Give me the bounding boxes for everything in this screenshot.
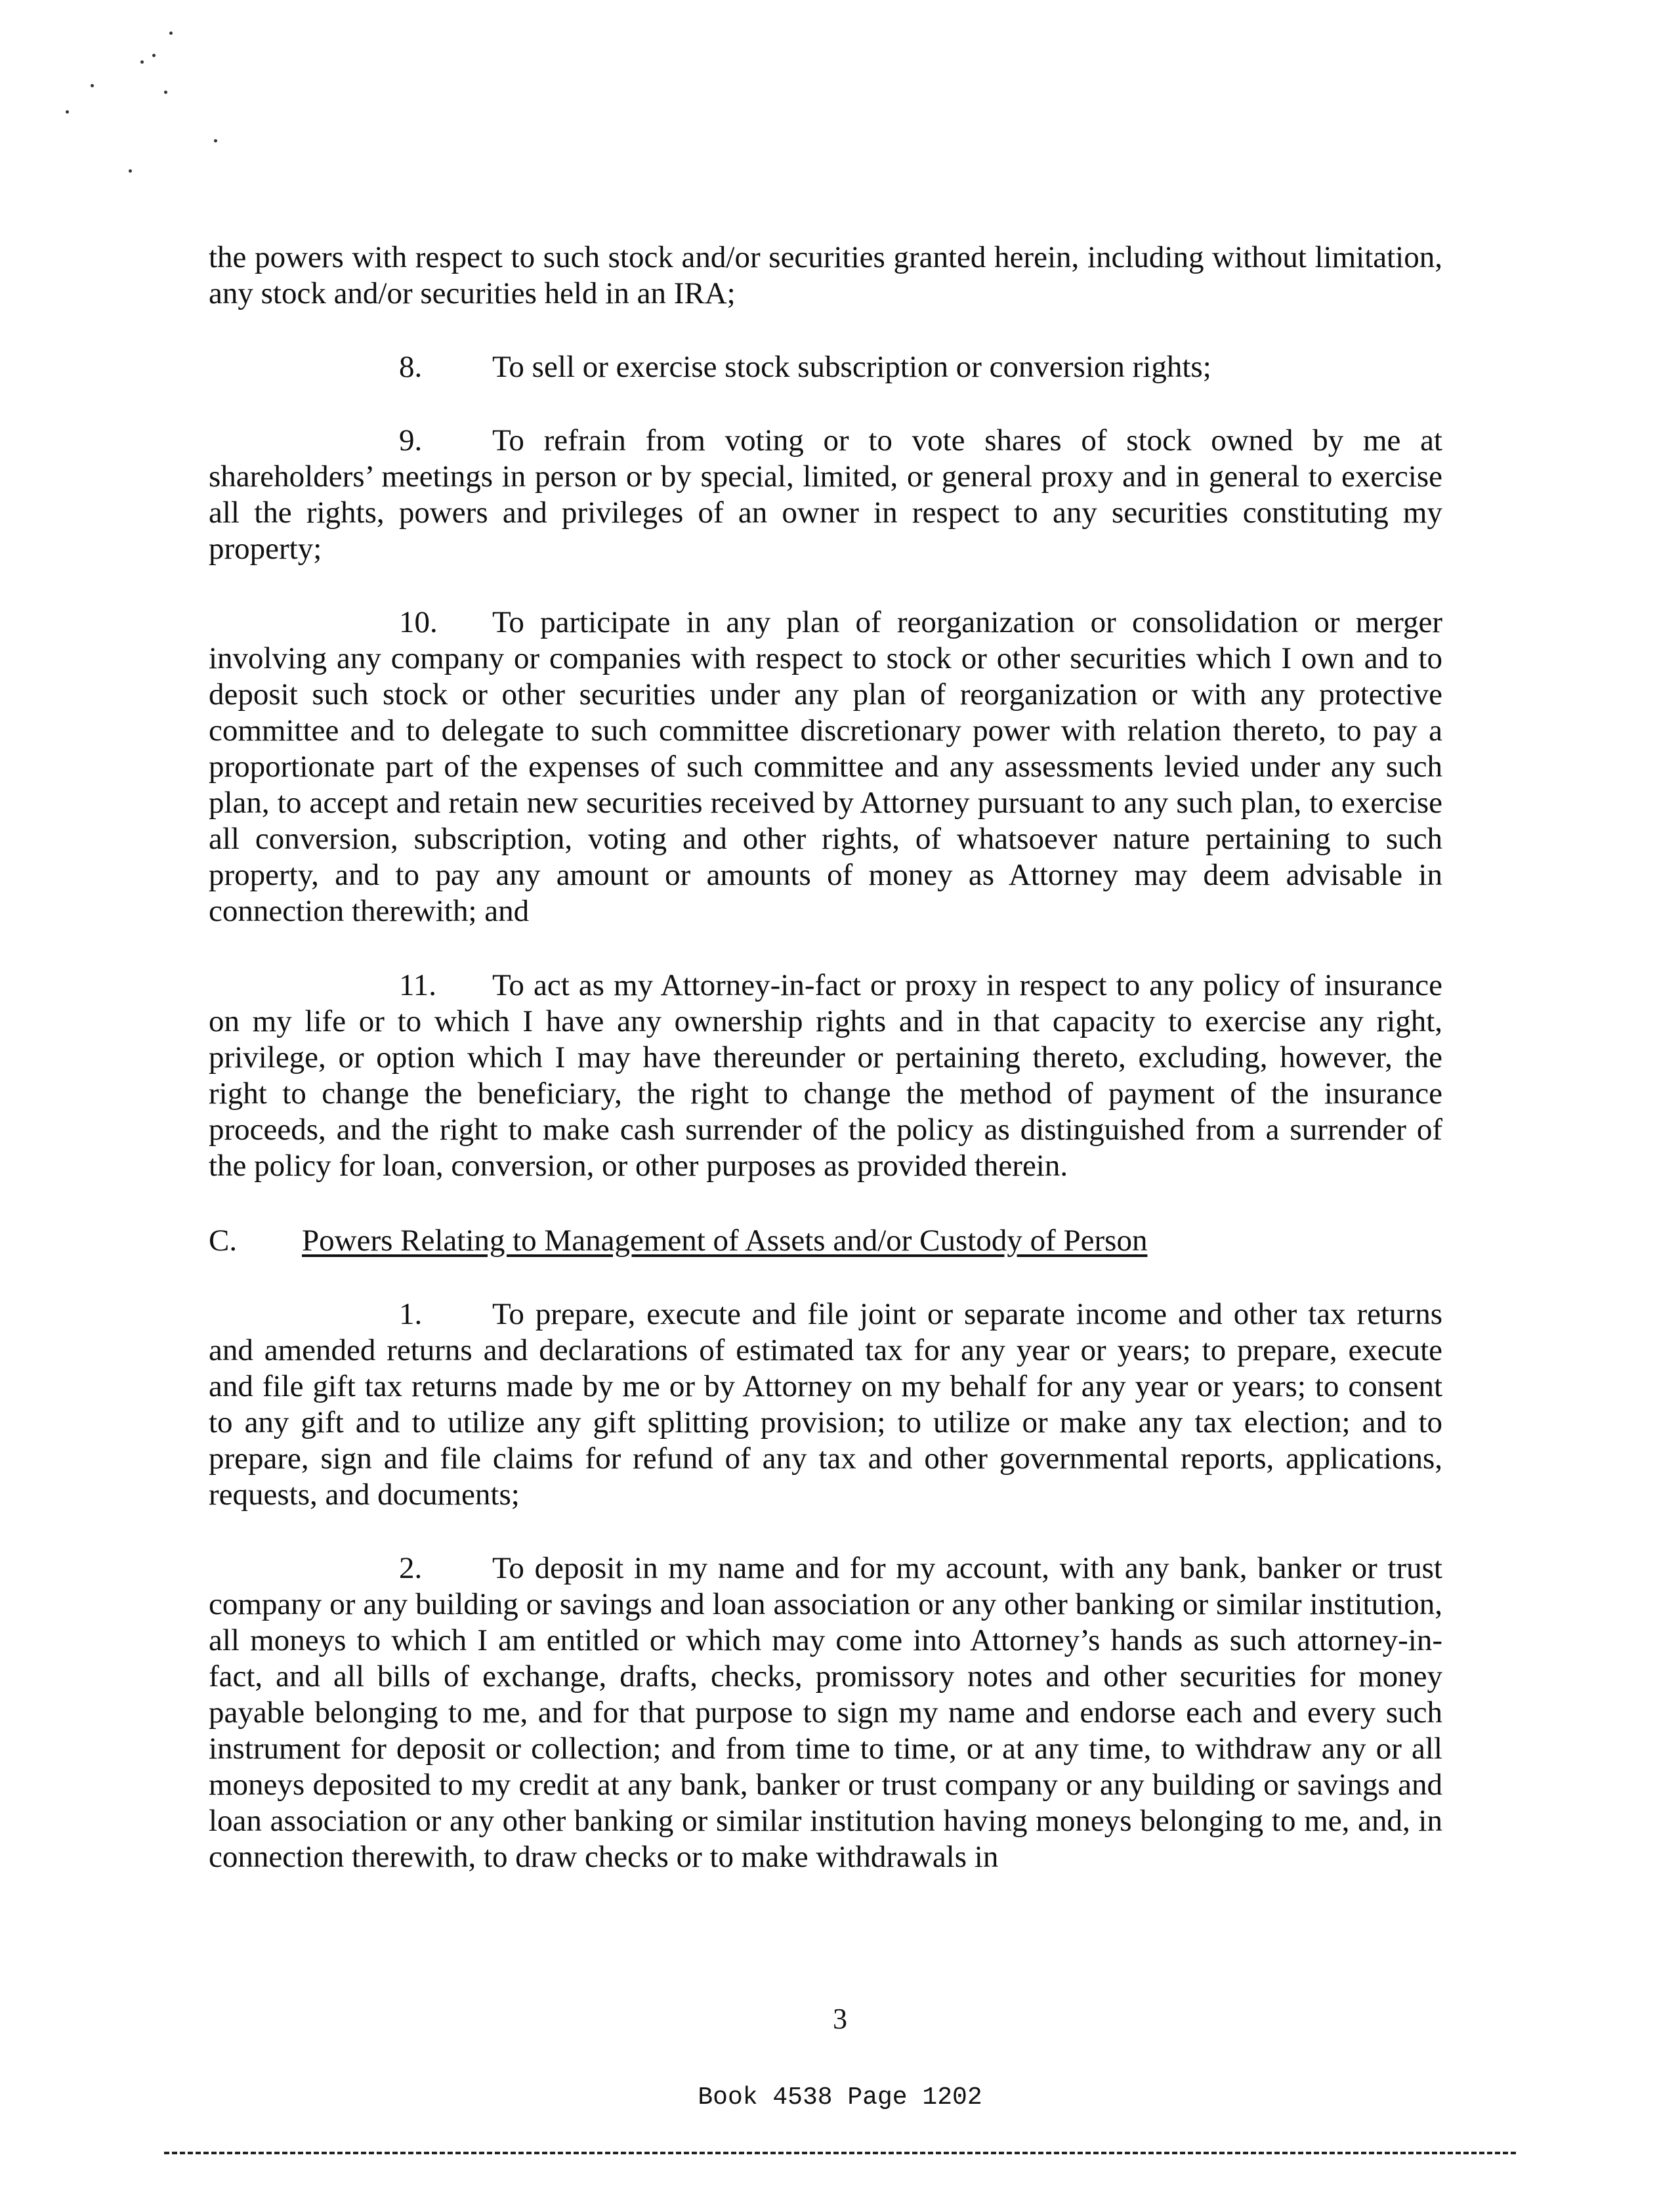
- item-text: To act as my Attorney-in-fact or proxy in respect to any policy of insurance on my life or to which I have any ownership rights and in that capacity to exercise any right, privilege, or option which I may have thereunder or pertaining thereto, excluding, however, the right to change the beneficiary, the right to change the method of payment of the insurance proceeds, and the right to make cash surrender of the policy as distinguished from a surrender of the policy for loan, conversion, or other purposes as provided therein.: [209, 968, 1442, 1183]
- item-number: 10.: [399, 605, 438, 639]
- scan-speck: [152, 54, 156, 57]
- intro-text: the powers with respect to such stock and/or securities granted herein, including without limitation, any stock and/or securities held in an IRA;: [209, 240, 1442, 310]
- section-heading: [209, 1223, 1147, 1259]
- item-text: To participate in any plan of reorganization or consolidation or merger involving any company or companies with respect to stock or other securities which I own and to deposit such stock or other securities under any plan of reorganization or with any protective committee and to delegate to such committee discretionary power with relation thereto, to pay a proportionate part of the expenses of such committee and any assessments levied under any such plan, to accept and retain new securities received by Attorney pursuant to any such plan, to exercise all conversion, subscription, voting and other rights, of whatsoever nature pertaining to such property, and to pay any amount or amounts of money as Attorney may deem advisable in connection therewith; and: [209, 605, 1442, 928]
- page-number: 3: [833, 2003, 847, 2035]
- scan-speck: [169, 32, 173, 35]
- item-c1: [209, 1296, 1442, 1513]
- scan-speck: [140, 60, 144, 64]
- book-page-reference: Book 4538 Page 1202: [698, 2083, 982, 2112]
- item-11: [209, 968, 1442, 1184]
- item-number: 9.: [399, 423, 423, 458]
- item-number: 8.: [399, 350, 423, 384]
- scan-speck: [129, 169, 132, 173]
- bottom-scan-line: [164, 2152, 1516, 2154]
- item-c2: [209, 1550, 1442, 1875]
- section-title: Powers Relating to Management of Assets and/or Custody of Person: [302, 1224, 1148, 1258]
- item-number: 2.: [399, 1551, 423, 1585]
- scan-speck: [164, 91, 167, 94]
- item-10: [209, 605, 1442, 929]
- item-text: To sell or exercise stock subscription or conversion rights;: [492, 350, 1211, 384]
- scan-speck: [91, 84, 94, 87]
- item-number: 1.: [399, 1297, 423, 1331]
- item-number: 11.: [399, 968, 437, 1002]
- section-letter: C.: [209, 1224, 238, 1258]
- item-text: To prepare, execute and file joint or separate income and other tax returns and amended returns and declarations of estimated tax for any year or years; to prepare, execute and file gift tax returns made by me or by Attorney on my behalf for any year or years; to consent to any gift and to utilize any gift splitting provision; to utilize or make any tax election; and to prepare, sign and file claims for refund of any tax and other governmental reports, applications, requests, and documents;: [209, 1297, 1442, 1512]
- item-8: [209, 349, 1442, 385]
- item-text: To refrain from voting or to vote shares of stock owned by me at shareholders’ meetings in person or by special, limited, or general proxy and in general to exercise all the rights, powers and privileges of an owner in respect to any securities constituting my property;: [209, 423, 1442, 566]
- scan-speck: [214, 139, 217, 142]
- item-9: [209, 423, 1442, 567]
- item-text: To deposit in my name and for my account, with any bank, banker or trust company or any building or savings and loan association or any other banking or similar institution, all moneys to which I am entitled or which may come into Attorney’s hands as such attorney-in-fact, and all bills of exchange, drafts, checks, promissory notes and other securities for money payable belonging to me, and for that purpose to sign my name and endorse each and every such instrument for deposit or collection; and from time to time, or at any time, to withdraw any or all moneys deposited to my credit at any bank, banker or trust company or any building or savings and loan association or any other banking or similar institution having moneys belonging to me, and, in connection therewith, to draw checks or to make withdrawals in: [209, 1551, 1442, 1874]
- intro-paragraph: [209, 240, 1442, 312]
- scan-speck: [66, 110, 69, 114]
